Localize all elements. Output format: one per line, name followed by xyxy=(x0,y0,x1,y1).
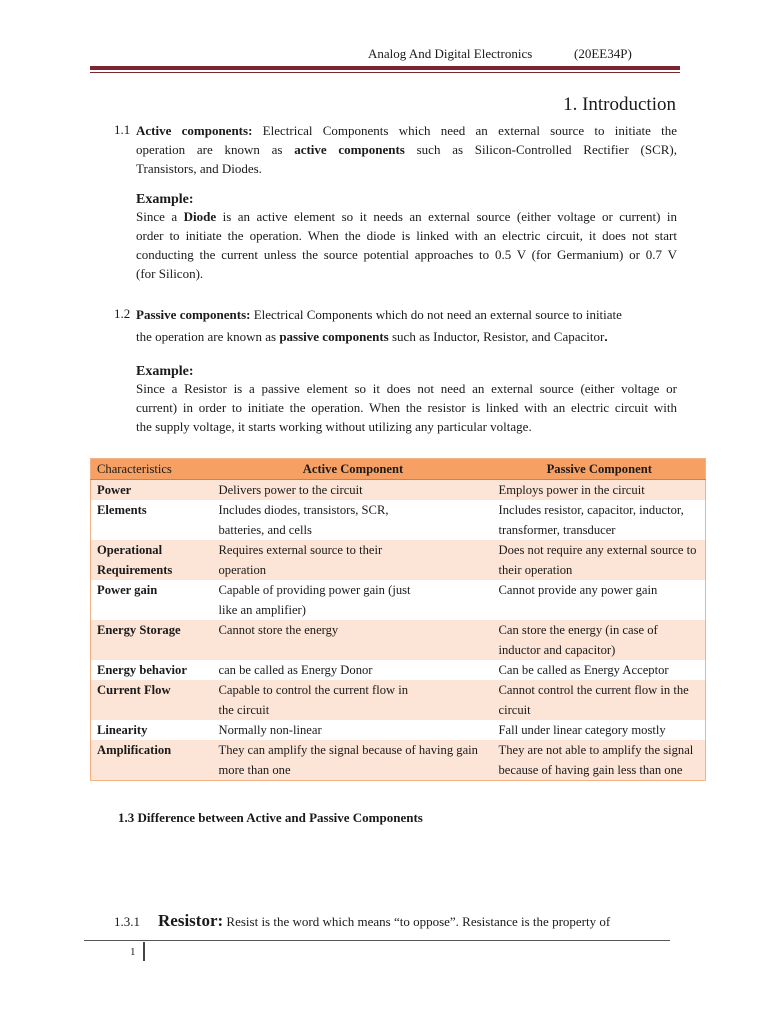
ex1-line4: (for Silicon). xyxy=(136,266,204,281)
table-cell: Capable to control the current flow in the circuit xyxy=(213,680,493,720)
running-header-code: (20EE34P) xyxy=(574,46,632,61)
header-passive-component: Passive Component xyxy=(493,459,706,480)
table-cell: Fall under linear category mostly xyxy=(493,720,706,740)
ex1-a: Since a xyxy=(136,209,178,224)
s11-line2c: such as Silicon-Controlled Rectifier (SCR), xyxy=(416,142,678,157)
table-cell: Delivers power to the circuit xyxy=(213,480,493,501)
table-row xyxy=(91,500,706,540)
term-active-components: Active components: xyxy=(136,123,253,138)
table-cell: Can be called as Energy Acceptor xyxy=(493,660,706,680)
table-row xyxy=(91,620,706,660)
table-cell: Includes resistor, capacitor, inductor, transformer, transducer xyxy=(493,500,706,540)
header-rule-thin xyxy=(90,72,680,73)
table-row xyxy=(91,680,706,720)
s11-line1: Electrical Components which need an external source to initiate the xyxy=(262,123,677,138)
ex2-line3: the supply voltage, it starts working without utilizing any particular voltage. xyxy=(136,419,532,434)
section-1-3-1-line xyxy=(158,911,610,931)
section-number-1-2: 1.2 xyxy=(114,306,131,321)
table-cell: Normally non-linear xyxy=(213,720,493,740)
s12-line1: Electrical Components which do not need an external source to initiate xyxy=(253,307,622,322)
table-cell: Cannot store the energy xyxy=(213,620,493,660)
s12-line2a: the operation are known as xyxy=(136,329,277,344)
table-cell: Linearity xyxy=(91,720,213,740)
table-cell: Capable of providing power gain (just like an amplifier) xyxy=(213,580,493,620)
section-1-2-paragraph xyxy=(136,305,677,346)
ex2-line1: Since a Resistor is a passive element so it does not need an external source (either voltage or xyxy=(136,381,677,396)
table-cell: Can store the energy (in case of inductor and capacitor) xyxy=(493,620,706,660)
header-rule-thick xyxy=(90,66,680,70)
page-number: 1 xyxy=(130,946,136,958)
table-cell: Power gain xyxy=(91,580,213,620)
example-2-paragraph xyxy=(136,379,677,436)
term-resistor: Resistor: xyxy=(158,911,224,930)
table-row xyxy=(91,740,706,781)
table-header-row xyxy=(91,459,706,480)
s12-line2b: passive components xyxy=(279,329,389,344)
s12-line2d: . xyxy=(604,329,608,344)
chapter-title: 1. Introduction xyxy=(563,94,676,115)
table-cell: Energy Storage xyxy=(91,620,213,660)
table-cell: can be called as Energy Donor xyxy=(213,660,493,680)
ex1-c: is an active element so it needs an external source (either voltage or current) in xyxy=(222,209,678,224)
table-cell: Cannot provide any power gain xyxy=(493,580,706,620)
s11-line3: Transistors, and Diodes. xyxy=(136,161,262,176)
table-cell: Cannot control the current flow in the circuit xyxy=(493,680,706,720)
table-cell: They can amplify the signal because of having gain more than one xyxy=(213,740,493,781)
table-cell: Elements xyxy=(91,500,213,540)
section-1-3-title: 1.3 Difference between Active and Passive Components xyxy=(118,810,423,825)
table-cell: Employs power in the circuit xyxy=(493,480,706,501)
table-row xyxy=(91,720,706,740)
s11-line2b: active components xyxy=(294,142,405,157)
header-active-component: Active Component xyxy=(213,459,493,480)
resistor-intro-text: Resist is the word which means “to oppose”. Resistance is the property of xyxy=(226,914,611,929)
table-row xyxy=(91,660,706,680)
ex2-line2: current) in order to initiate the operation. When the resistor is linked with an electric circuit with xyxy=(136,400,677,415)
example-1-paragraph xyxy=(136,207,677,283)
comparison-table xyxy=(90,458,706,781)
table-cell: Current Flow xyxy=(91,680,213,720)
running-header-title: Analog And Digital Electronics xyxy=(368,46,533,61)
section-1-1-paragraph xyxy=(136,121,677,178)
table-row xyxy=(91,480,706,501)
table-row xyxy=(91,580,706,620)
s11-line2a: operation are known as xyxy=(136,142,283,157)
table-cell: Does not require any external source to their operation xyxy=(493,540,706,580)
section-number-1-3-1: 1.3.1 xyxy=(114,914,140,929)
ex1-line2: order to initiate the operation. When the diode is linked with an electric circuit, it does not start xyxy=(136,228,677,243)
example-heading-2: Example: xyxy=(136,364,194,379)
table-row xyxy=(91,540,706,580)
table-cell: They are not able to amplify the signal because of having gain less than one xyxy=(493,740,706,781)
ex1-b: Diode xyxy=(183,209,217,224)
ex1-line3: conducting the current unless the source potential approaches to 0.5 V (for Germanium) or 0.7 V xyxy=(136,247,677,262)
section-number-1-1: 1.1 xyxy=(114,122,131,137)
example-heading-1: Example: xyxy=(136,192,194,207)
header-characteristics: Characteristics xyxy=(91,459,213,480)
table-cell: Requires external source to their operation xyxy=(213,540,493,580)
term-passive-components: Passive components: xyxy=(136,307,251,322)
footer-rule xyxy=(84,940,670,941)
table-cell: Operational Requirements xyxy=(91,540,213,580)
table-cell: Amplification xyxy=(91,740,213,781)
table-cell: Energy behavior xyxy=(91,660,213,680)
page-number-bar xyxy=(143,942,145,961)
table-cell: Includes diodes, transistors, SCR, batteries, and cells xyxy=(213,500,493,540)
table-cell: Power xyxy=(91,480,213,501)
s12-line2c: such as Inductor, Resistor, and Capacitor xyxy=(392,329,605,344)
